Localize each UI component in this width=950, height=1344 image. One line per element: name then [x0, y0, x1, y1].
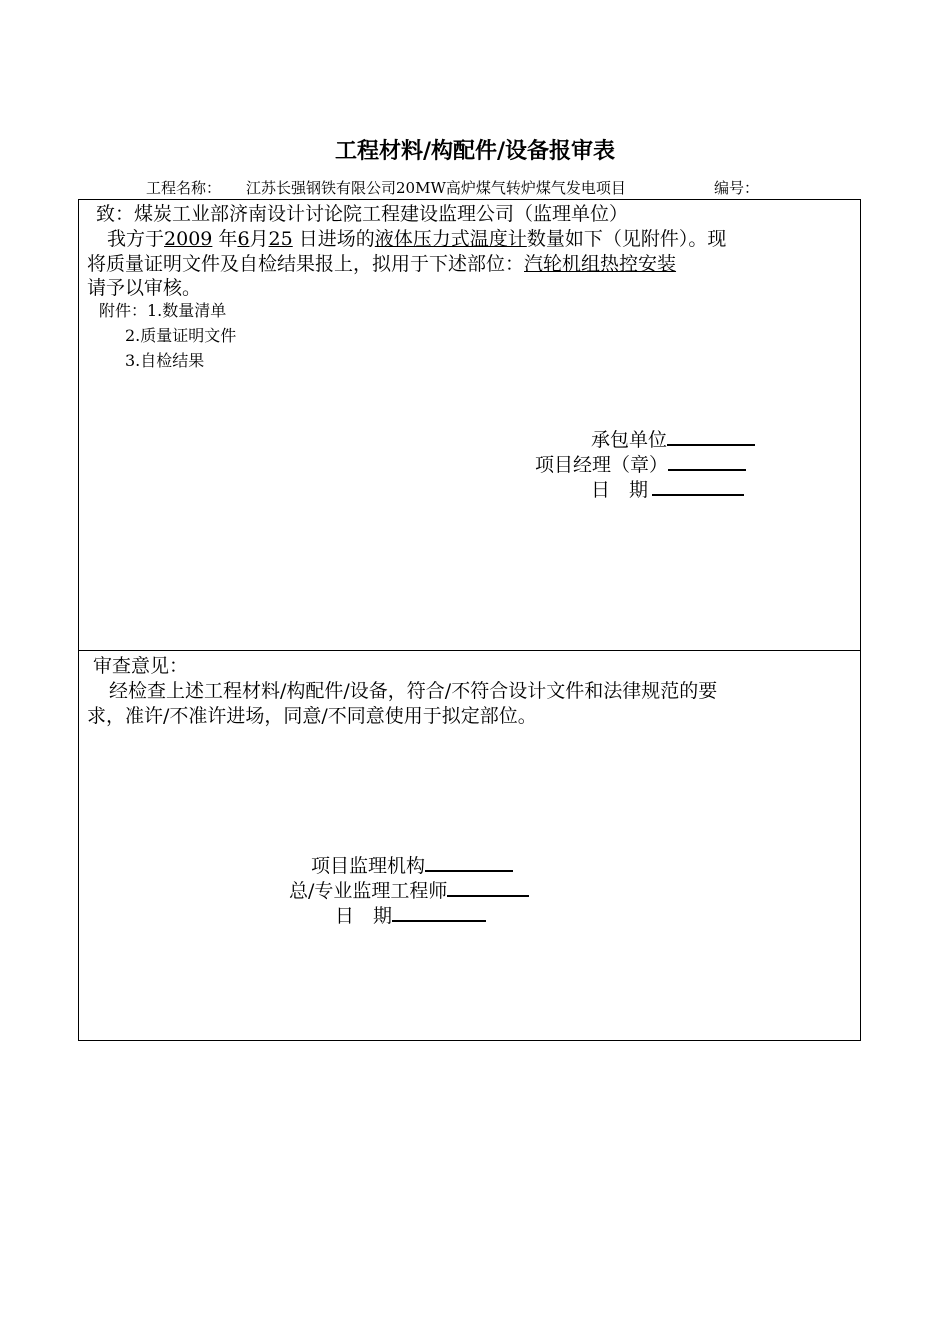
application-date-row [591, 476, 744, 502]
entry-year: 2009 [164, 228, 213, 250]
manager-blank[interactable] [668, 451, 746, 471]
review-date-row [335, 902, 486, 928]
manager-label: 项目经理（章） [535, 454, 669, 476]
supervision-org-row [311, 852, 513, 878]
material-name: 液体压力式温度计 [374, 228, 527, 250]
project-name-value: 江苏长强钢铁有限公司20MW高炉煤气转炉煤气发电项目 [246, 179, 626, 197]
project-name-label: 工程名称： [146, 179, 222, 197]
usage-location: 汽轮机组热控安装 [524, 253, 677, 275]
contractor-blank[interactable] [667, 426, 755, 446]
attachment-item: 3.自检结果 [125, 351, 205, 370]
review-heading: 审查意见： [93, 655, 189, 677]
application-paragraph-line3: 请予以审核。 [87, 277, 202, 299]
addressee-line: 致：煤炭工业部济南设计讨论院工程建设监理公司（监理单位） [96, 203, 629, 225]
entry-day: 25 [268, 228, 293, 250]
text-segment: 将质量证明文件及自检结果报上，拟用于下述部位： [87, 253, 525, 275]
application-paragraph-line1 [107, 227, 726, 251]
contractor-label: 承包单位 [591, 429, 668, 451]
engineer-label: 总/专业监理工程师 [289, 880, 448, 902]
engineer-signature-row [289, 877, 529, 903]
text-segment: 年 [218, 228, 238, 250]
application-section [78, 199, 861, 651]
entry-month: 6 [237, 228, 250, 250]
text-segment: 数量如下（见附件）。现 [526, 228, 727, 250]
text-segment: 日进场的 [298, 228, 375, 250]
date-label: 日 期 [591, 479, 649, 501]
attachment-item: 附件：1.数量清单 [99, 301, 227, 320]
engineer-blank[interactable] [447, 877, 529, 897]
review-section [78, 650, 861, 1041]
date-label: 日 期 [335, 905, 393, 927]
date-blank[interactable] [392, 902, 486, 922]
review-text-line1: 经检查上述工程材料/构配件/设备，符合/不符合设计文件和法律规范的要 [109, 680, 718, 702]
supervision-org-blank[interactable] [425, 852, 513, 872]
form-title: 工程材料/构配件/设备报审表 [334, 138, 616, 164]
date-blank[interactable] [652, 476, 744, 496]
application-paragraph-line2 [87, 252, 676, 276]
attachment-item: 2.质量证明文件 [125, 326, 237, 345]
text-segment: 月 [249, 228, 269, 250]
form-code-label: 编号： [714, 179, 760, 197]
review-text-line2: 求，准许/不准许进场，同意/不同意使用于拟定部位。 [87, 705, 537, 727]
contractor-signature-row [591, 426, 755, 452]
text-segment: 我方于 [107, 228, 165, 250]
manager-signature-row [535, 451, 746, 477]
supervision-org-label: 项目监理机构 [311, 855, 426, 877]
